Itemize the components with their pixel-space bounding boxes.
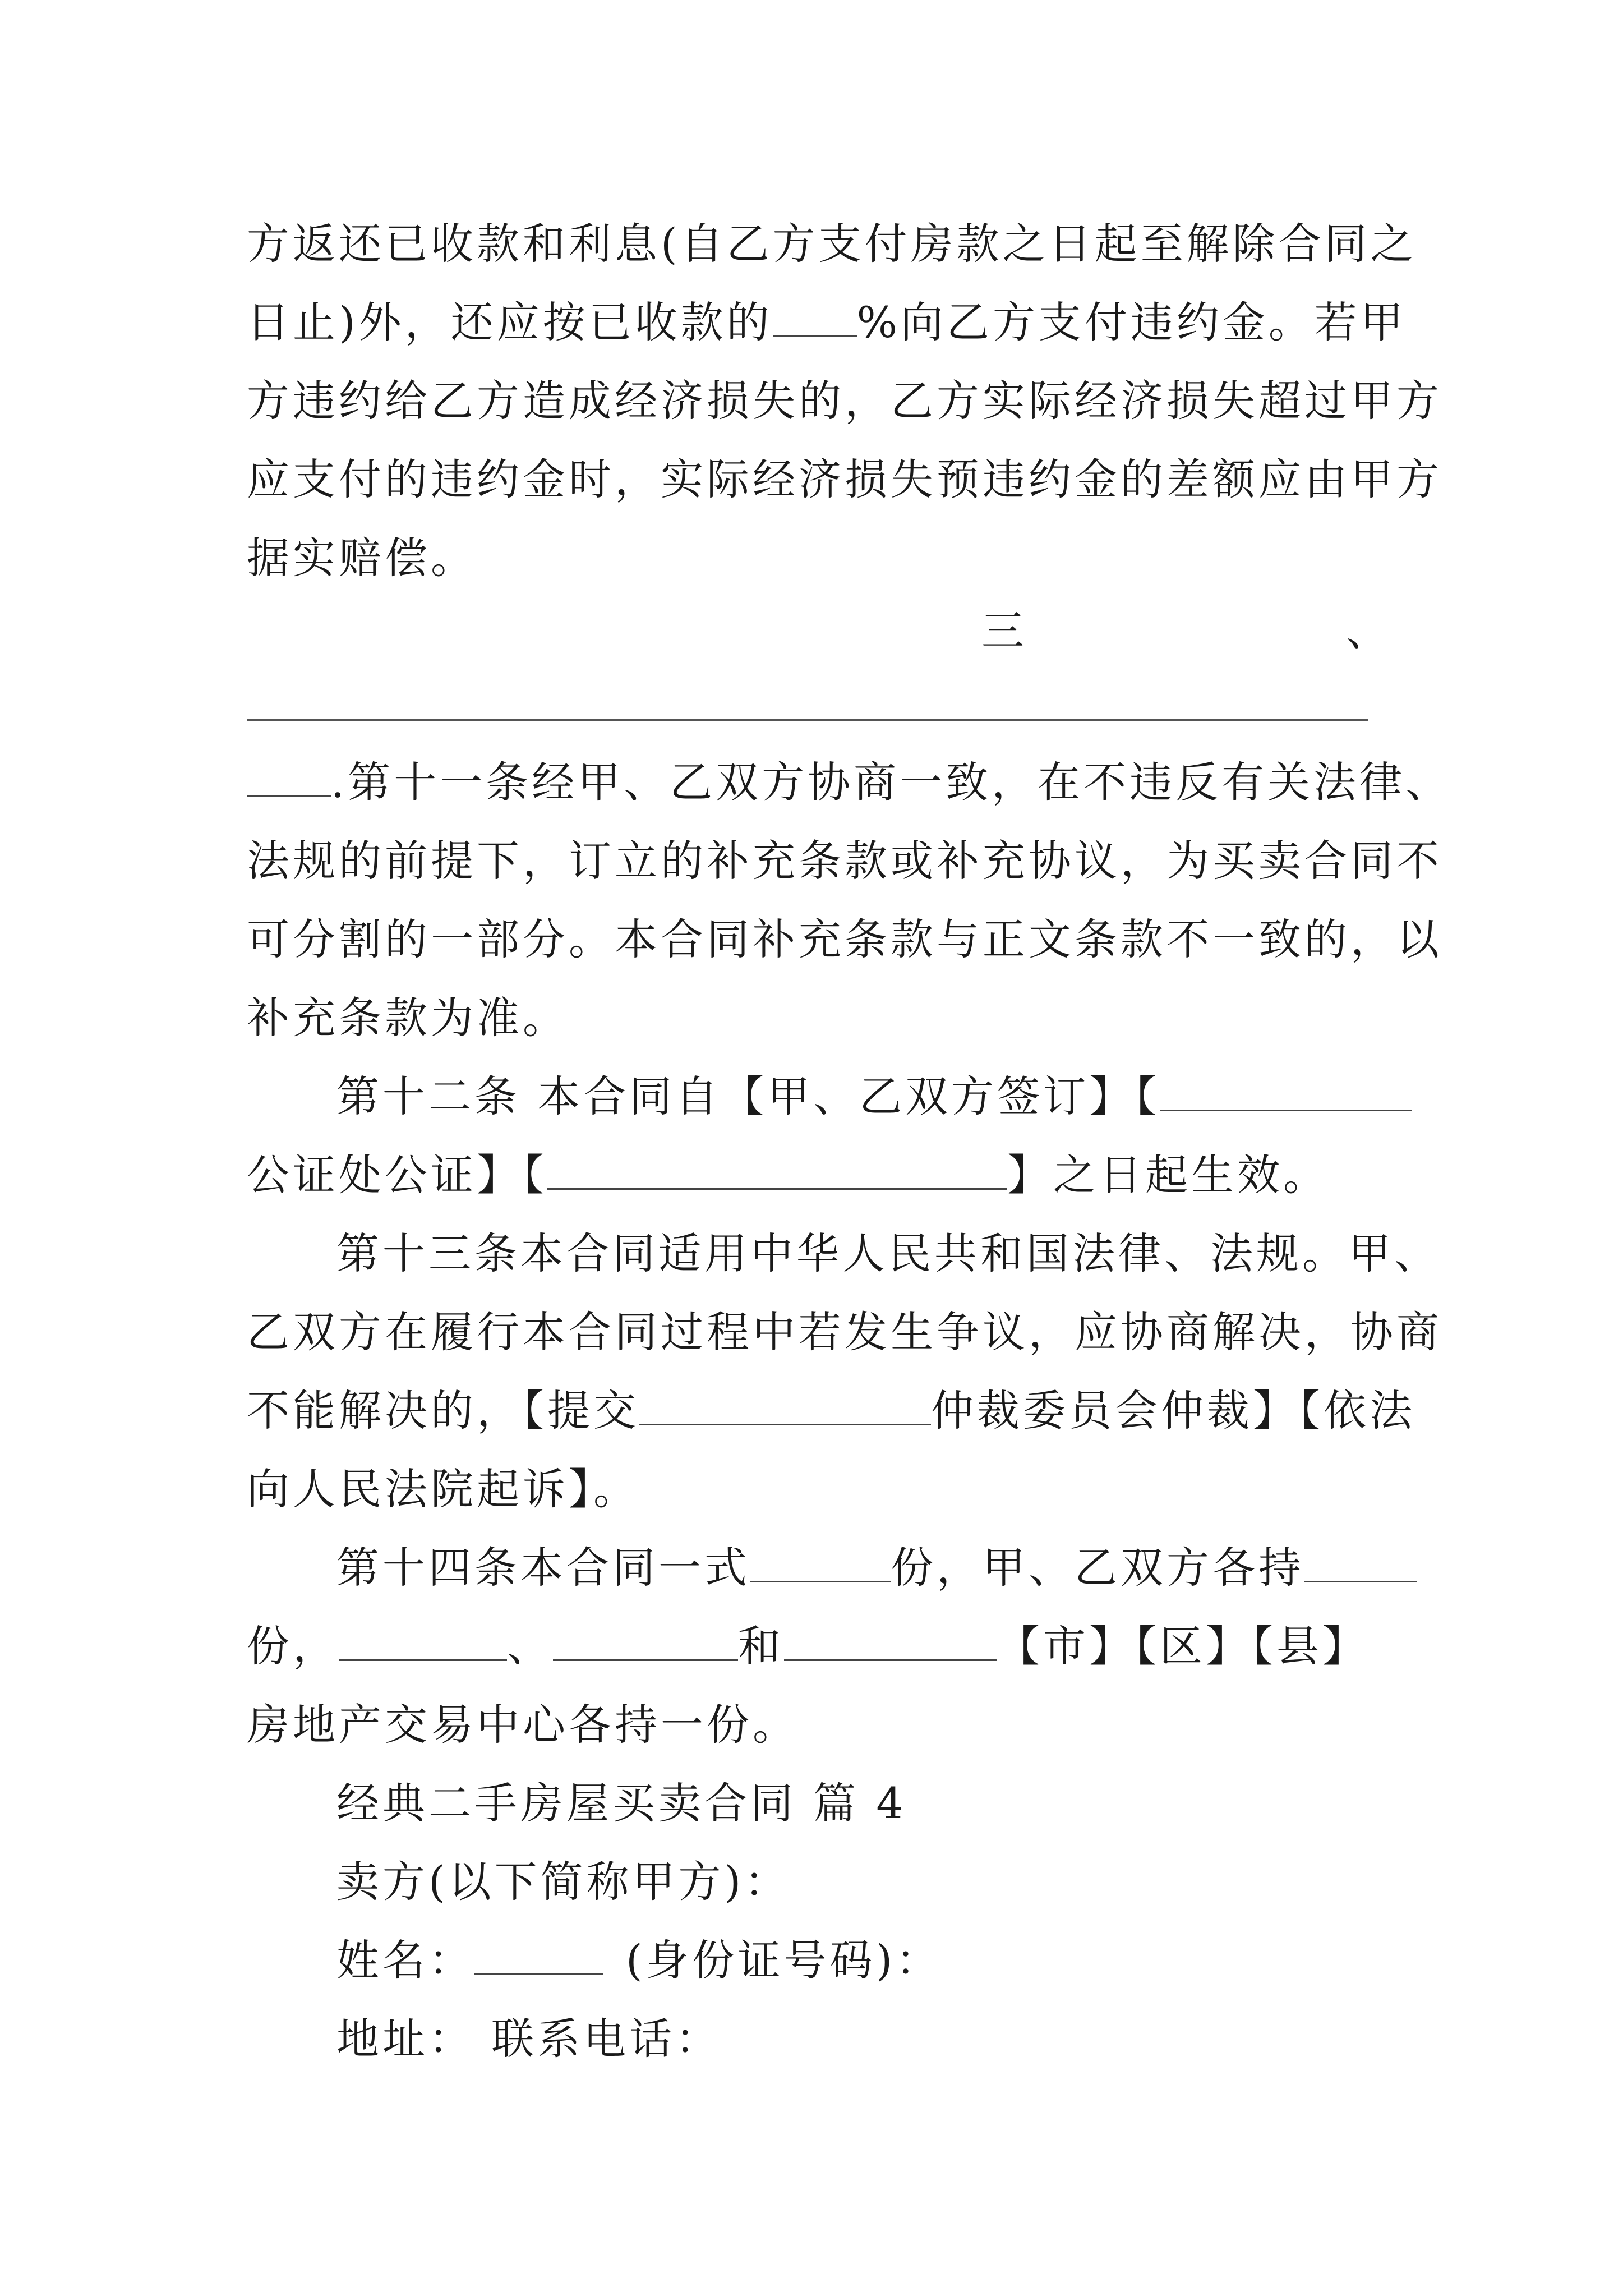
clause14-line2-text-a: 份， xyxy=(247,1621,339,1671)
holder1-blank xyxy=(339,1620,507,1661)
heading-underline xyxy=(247,719,1368,721)
notary-office-blank xyxy=(1160,1070,1412,1111)
para1-line1: 方返还已收款和利息(自乙方支付房款之日起至解除合同之 xyxy=(247,219,1417,269)
para1-line2 xyxy=(247,295,1407,351)
holder2-blank xyxy=(553,1620,738,1661)
clause14-line1 xyxy=(336,1540,1391,1596)
clause13-line2: 乙双方在履行本合同过程中若发生争议，应协商解决，协商 xyxy=(247,1307,1442,1357)
contract-title: 经典二手房屋买卖合同 篇 4 xyxy=(336,1778,907,1828)
clause14-line2 xyxy=(247,1618,1391,1674)
para1-line4: 应支付的违约金时，实际经济损失预违约金的差额应由甲方 xyxy=(247,454,1442,504)
para1-line2-text-a: 日止)外，还应按已收款的 xyxy=(247,297,773,347)
arbitration-blank xyxy=(639,1384,931,1425)
clause14-line1-text-a: 第十四条本合同一式 xyxy=(336,1543,750,1593)
clause13-line4: 向人民法院起诉】。 xyxy=(247,1464,639,1514)
clause12-line1-text: 第十二条 本合同自【甲、乙双方签订】【 xyxy=(336,1071,1160,1121)
clause13-line1: 第十三条本合同适用中华人民共和国法律、法规。甲、 xyxy=(336,1228,1440,1278)
name-blank xyxy=(474,1934,603,1975)
id-label: (身份证号码)： xyxy=(626,1935,942,1985)
para1-line5: 据实赔偿。 xyxy=(247,533,477,583)
copies-each-blank xyxy=(1304,1542,1417,1582)
clause14-line3: 房地产交易中心各持一份。 xyxy=(247,1700,799,1750)
clause11-line4: 补充条款为准。 xyxy=(247,993,569,1043)
clause12-line1 xyxy=(336,1069,1391,1125)
clause14-line2-text-c: 和 xyxy=(738,1621,784,1671)
clause14-line1-text-b: 份，甲、乙双方各持 xyxy=(891,1543,1304,1593)
clause11-line2: 法规的前提下，订立的补充条款或补充协议，为买卖合同不 xyxy=(247,836,1442,886)
clause11-line1-text: .第十一条经甲、乙双方协商一致，在不违反有关法律、 xyxy=(331,757,1452,807)
name-label: 姓名： xyxy=(336,1935,474,1985)
copies-total-blank xyxy=(750,1542,891,1582)
clause12-line2 xyxy=(247,1147,1391,1203)
clause14-line2-text-b: 、 xyxy=(507,1621,553,1671)
clause13-line3-text-b: 仲裁委员会仲裁】【依法 xyxy=(931,1386,1415,1435)
clause11-line3: 可分割的一部分。本合同补充条款与正文条款不一致的，以 xyxy=(247,914,1442,964)
para1-line2-text-b: %向乙方支付违约金。若甲 xyxy=(856,297,1407,347)
para1-line3: 方违约给乙方造成经济损失的，乙方实际经济损失超过甲方 xyxy=(247,376,1442,426)
holder3-blank xyxy=(784,1620,997,1661)
clause13-line3-text-a: 不能解决的，【提交 xyxy=(247,1386,639,1435)
clause12-line2-text-b: 】之日起生效。 xyxy=(1007,1150,1329,1200)
clause14-line2-text-d: 【市】【区】【县】 xyxy=(997,1621,1368,1671)
clause11-blank xyxy=(247,756,331,797)
seller-label: 卖方(以下简称甲方)： xyxy=(336,1857,791,1907)
clause12-line2-text-a: 公证处公证】【 xyxy=(247,1150,547,1200)
address-line: 地址： 联系电话： xyxy=(336,2014,722,2064)
section-separator: 、 xyxy=(1346,606,1389,656)
section-number: 三 xyxy=(981,606,1024,656)
seller-name-line xyxy=(336,1932,1391,1989)
clause11-line1 xyxy=(247,754,1452,811)
clause13-line3 xyxy=(247,1383,1415,1439)
percent-blank xyxy=(773,296,857,337)
effective-condition-blank xyxy=(547,1149,1007,1190)
